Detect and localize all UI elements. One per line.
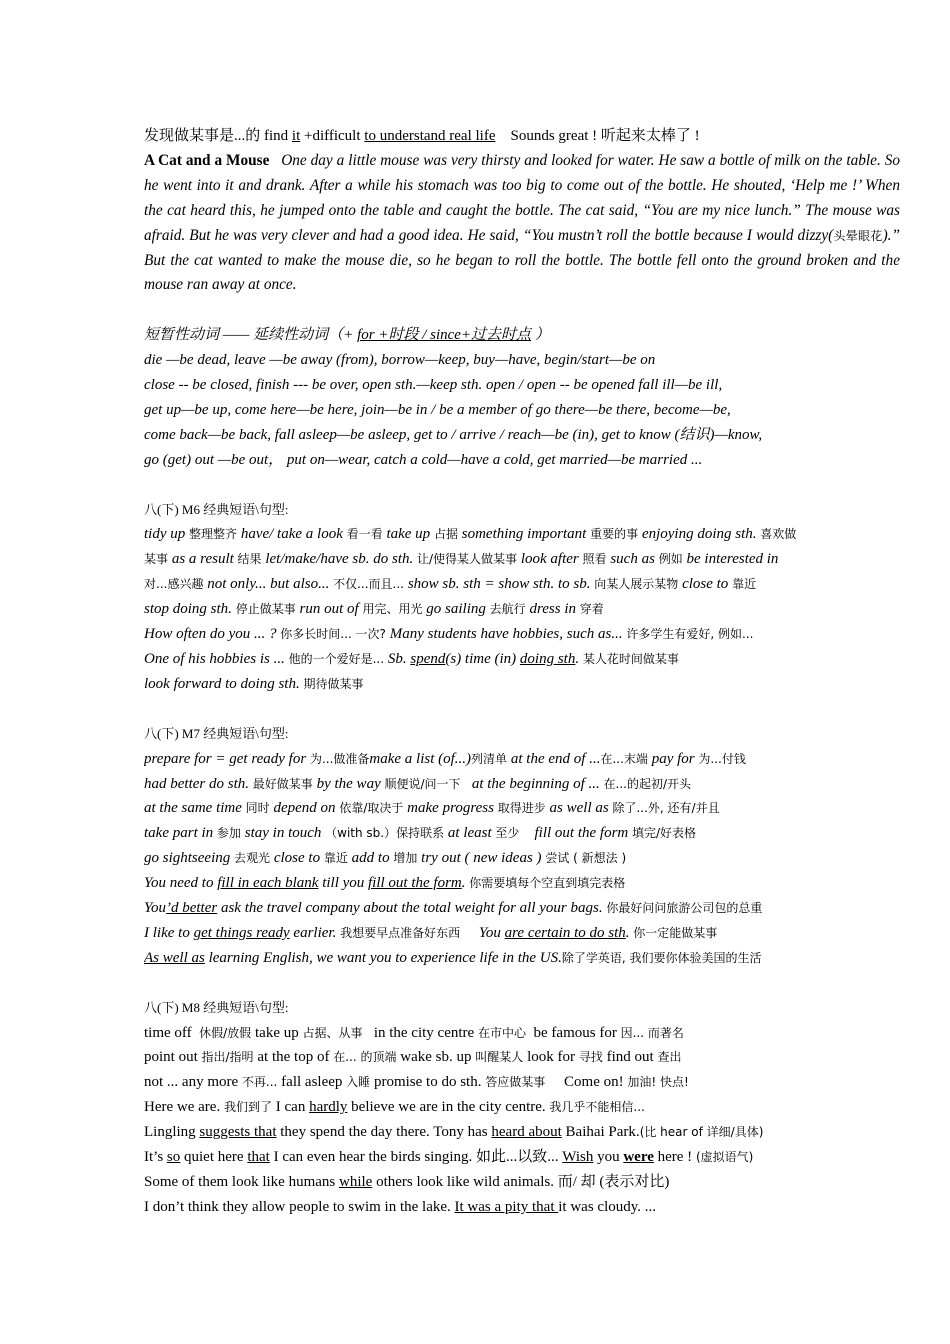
document-page (144, 124, 900, 1220)
translation: 照看 (582, 552, 611, 567)
phrase: You need to (144, 875, 218, 892)
phrase: Lingling (144, 1124, 200, 1141)
verbs-heading (144, 323, 900, 348)
phrase: ask the travel company about the total weight for all your bags. (217, 900, 607, 917)
translation: 查出 (657, 1050, 682, 1065)
m6-line-1 (144, 522, 900, 547)
story-text-end: ).” But the cat wanted to make the mouse die, so he began to roll the bottle. The bottle fell onto the ground broken and the mouse ran away at once. (144, 226, 900, 294)
translation: （with sb.）保持联系 (325, 826, 448, 841)
phrase: at the top of (257, 1049, 334, 1066)
phrase: make progress (407, 800, 498, 817)
phrase: I can even hear the birds singing. 如此...以致... (269, 1149, 563, 1166)
translation: 许多学生有爱好, 例如... (626, 627, 754, 642)
translation: 某事 (144, 552, 172, 567)
translation: 增加 (393, 851, 422, 866)
phrase: fill out the form (534, 825, 632, 842)
translation: 叫醒某人 (475, 1050, 528, 1065)
translation: 为...付钱 (698, 751, 746, 766)
phrase: take part in (144, 825, 217, 842)
translation: 寻找 (578, 1050, 607, 1065)
spacer (144, 971, 900, 996)
m7-line-9 (144, 946, 900, 971)
translation: 不再... (241, 1075, 282, 1090)
translation: 列清单 (471, 751, 511, 766)
phrase: stop doing sth. (144, 601, 236, 618)
m6-line-4 (144, 597, 900, 622)
translation: 除了学英语, 我们要你体验美国的生活 (561, 950, 762, 965)
m8-line-3 (144, 1070, 900, 1095)
translation: 休假/放假 (199, 1025, 255, 1040)
translation: 靠近 (323, 851, 352, 866)
phrase: fall asleep (281, 1074, 347, 1091)
phrase: You (144, 900, 166, 917)
phrase-underlined: fill out the form (368, 875, 462, 892)
phrase-bold-underlined: were (623, 1149, 654, 1166)
m8-line-1 (144, 1021, 900, 1046)
phrase: . (575, 651, 583, 667)
phrase-underlined: hardly (309, 1099, 348, 1116)
translation: 尝试 ( 新想法 ) (545, 851, 627, 866)
intro-text: +difficult (300, 128, 365, 144)
phrase: look for (527, 1049, 579, 1066)
phrase: till you (318, 875, 369, 892)
phrase-underlined: spend (410, 651, 446, 667)
translation: 填完/好表格 (632, 826, 697, 841)
phrase: Many students have hobbies, such as... (389, 626, 627, 643)
translation: 他的一个爱好是... (288, 652, 388, 666)
translation: 至少 (495, 826, 524, 841)
phrase: it was cloudy. ... (558, 1198, 657, 1215)
translation: 除了...外, 还有/并且 (612, 801, 720, 816)
verbs-heading-underlined: for +时段 / since+过去时点 (357, 327, 532, 344)
translation: (比 hear of 详细/具体) (639, 1125, 764, 1140)
translation: 为...做准备 (309, 751, 370, 766)
m7-line-2 (144, 772, 900, 797)
phrase: you (593, 1149, 624, 1166)
phrase: by the way (316, 775, 385, 792)
m8-line-8 (144, 1195, 900, 1220)
m6-line-7 (144, 672, 900, 697)
translation: 例如 (658, 552, 687, 567)
phrase: have/ take a look (240, 526, 347, 543)
translation: 同时 (245, 801, 274, 816)
m6-line-2 (144, 547, 900, 572)
phrase: be famous for (533, 1024, 621, 1041)
verbs-line-4: come back—be back, fall asleep—be asleep, get to / arrive / reach—be (in), get to know (结识)—know, (144, 426, 763, 443)
phrase: at the beginning of ... (471, 775, 604, 792)
phrase: dress in (529, 601, 580, 618)
phrase-underlined: ’d better (165, 900, 218, 917)
phrase: Here we are. (144, 1099, 224, 1116)
phrase: take up (255, 1024, 303, 1041)
phrase: depend on (273, 800, 340, 817)
phrase: You (478, 924, 505, 941)
phrase: enjoying doing sth. (641, 526, 761, 543)
phrase-underlined: It was a pity that (454, 1198, 559, 1215)
phrase: I don’t think they allow people to swim in the lake. (144, 1198, 455, 1215)
phrase-underlined: heard about (491, 1124, 562, 1141)
translation: 指出/指明 (201, 1050, 258, 1065)
phrase-underlined: that (247, 1149, 270, 1166)
phrase-underlined: doing sth (519, 651, 576, 667)
translation: 答应做某事 (485, 1075, 550, 1090)
phrase: here ! (653, 1149, 696, 1166)
story-text: One day a little mouse was very thirsty and looked for water. He saw a bottle of milk on the table. So he went into it and drank. After a while his stomach was too big to come out of the bottle. He shouted, ‘Help me !’ When the cat heard this, he jumped onto the table and caught the bottle. The cat said, “You are my nice lunch.” The mouse was afraid. But he was very clever and had a good idea. He said, “You mustn’t roll the bottle because I would dizzy( (144, 151, 901, 244)
phrase: had better do sth. (144, 775, 253, 792)
translation: 依靠/取决于 (339, 801, 408, 816)
phrase: How often do you ... ? (144, 626, 281, 643)
translation: 穿着 (579, 602, 604, 617)
story-paragraph (144, 149, 900, 298)
phrase: It’s (144, 1149, 167, 1166)
translation: 取得进步 (497, 801, 550, 816)
m8-line-4 (144, 1095, 900, 1120)
phrase-underlined: As well as (144, 949, 205, 966)
translation: 入睡 (346, 1075, 374, 1090)
phrase: Some of them look like humans (144, 1174, 339, 1190)
translation: 因... 而著名 (620, 1025, 684, 1040)
translation: 你多长时间... 一次? (280, 627, 390, 642)
phrase: such as (610, 551, 659, 568)
phrase: add to (351, 850, 394, 867)
phrase: try out ( new ideas ) (421, 850, 546, 867)
phrase-underlined: Wish (562, 1149, 594, 1166)
phrase: prepare for = get ready for (144, 750, 310, 767)
translation: 对...感兴趣 (144, 577, 208, 592)
translation: 我想要早点准备好东西 (340, 925, 464, 940)
translation: 让/使得某人做某事 (417, 552, 521, 567)
phrase: in the city centre (373, 1024, 478, 1041)
translation: 参加 (216, 826, 245, 841)
translation: 靠近 (732, 577, 757, 592)
spacer (144, 697, 900, 722)
translation: 我们到了 (223, 1100, 276, 1115)
translation: 在...末端 (600, 751, 652, 766)
translation: 加油! 快点! (627, 1075, 689, 1090)
translation: 整理整齐 (189, 527, 241, 542)
intro-underlined-it: it (291, 128, 301, 144)
m7-line-5 (144, 846, 900, 871)
translation: 用完、用光 (362, 602, 427, 617)
translation: 在...的起初/开头 (603, 776, 691, 791)
translation: 某人花时间做某事 (582, 652, 679, 666)
phrase: I can (275, 1099, 310, 1116)
m6-line-3 (144, 572, 900, 597)
verbs-line-2: close -- be closed, finish --- be over, open sth.—keep sth. open / open -- be opened fall ill—be ill, (144, 377, 723, 394)
translation: 占据 (433, 527, 462, 542)
phrase: at least (447, 825, 496, 842)
m6-line-6 (144, 647, 900, 672)
m7-line-7 (144, 896, 900, 921)
translation: 去航行 (489, 602, 530, 617)
phrase: close to (273, 850, 324, 867)
translation: (虚拟语气) (695, 1150, 754, 1165)
phrase: look after (520, 551, 583, 568)
phrase: something important (461, 526, 591, 543)
phrase: as well as (549, 800, 613, 817)
verbs-line-5: go (get) out —be out， put on—wear, catch a cold—have a cold, get married—be married ... (144, 451, 703, 468)
phrase: . (625, 924, 634, 941)
translation: 我几乎不能相信... (549, 1100, 645, 1115)
story-text-chinese: 头晕眼花 (833, 228, 883, 243)
m8-line-5 (144, 1120, 900, 1145)
phrase-underlined: get things ready (193, 924, 290, 941)
phrase: at the end of ... (510, 750, 601, 767)
m8-heading: 八(下) M8 经典短语\句型: (144, 999, 289, 1015)
phrase-underlined: while (338, 1174, 373, 1190)
m8-line-7 (144, 1170, 900, 1195)
phrase-underlined: so (166, 1149, 181, 1166)
m7-line-6 (144, 871, 900, 896)
translation: 不仅...而且... (333, 577, 408, 592)
spacer (144, 298, 900, 323)
phrase: . (461, 875, 470, 892)
verbs-line-1: die —be dead, leave —be away (from), borrow—keep, buy—have, begin/start—be on (144, 352, 656, 369)
phrase: believe we are in the city centre. (347, 1099, 550, 1116)
phrase: pay for (651, 750, 699, 767)
phrase-underlined: suggests that (199, 1124, 277, 1141)
phrase: tidy up (144, 526, 189, 543)
m8-line-6 (144, 1145, 900, 1170)
phrase: promise to do sth. (373, 1074, 486, 1091)
phrase: not ... any more (144, 1074, 242, 1091)
phrase: Baihai Park. (561, 1124, 640, 1141)
intro-line (144, 124, 900, 149)
m6-heading: 八(下) M6 经典短语\句型: (144, 501, 289, 517)
phrase: earlier. (289, 924, 341, 941)
translation: 在... 的顶端 (333, 1050, 401, 1065)
phrase: not only... but also... (207, 576, 334, 593)
phrase: let/make/have sb. do sth. (265, 551, 417, 568)
phrase: show sb. sth = show sth. to sb. (407, 576, 595, 593)
intro-text: 发现做某事是...的 find (144, 128, 292, 144)
m7-line-3 (144, 796, 900, 821)
phrase: make a list (of...) (369, 750, 472, 767)
phrase: I like to (144, 924, 194, 941)
phrase: they spend the day there. Tony has (276, 1124, 492, 1141)
m7-line-4 (144, 821, 900, 846)
phrase: go sightseeing (144, 850, 234, 867)
translation: 喜欢做 (760, 527, 797, 542)
verbs-heading-text: 短暂性动词 —— 延续性动词（+ (144, 327, 358, 344)
phrase: point out (144, 1049, 202, 1066)
phrase: find out (606, 1049, 658, 1066)
phrase: (s) time (in) (445, 651, 520, 667)
phrase: Come on! (564, 1074, 628, 1091)
translation: 在市中心 (477, 1025, 530, 1040)
translation: 去观光 (234, 851, 274, 866)
m8-line-2 (144, 1045, 900, 1070)
phrase: look forward to doing sth. (144, 675, 304, 692)
phrase: learning English, we want you to experience life in the US. (204, 949, 562, 966)
translation: 最好做某事 (252, 776, 317, 791)
translation: 你需要填每个空直到填完表格 (469, 876, 626, 891)
m6-line-5 (144, 622, 900, 647)
translation: 向某人展示某物 (594, 577, 683, 592)
translation: 你一定能做某事 (633, 925, 718, 940)
phrase: One of his hobbies is ... (144, 651, 289, 667)
phrase: go sailing (426, 601, 490, 618)
m7-line-8 (144, 921, 900, 946)
translation: 结果 (237, 552, 266, 567)
phrase-underlined: fill in each blank (217, 875, 319, 892)
story-title: A Cat and a Mouse (144, 151, 270, 169)
phrase-underlined: are certain to do sth (504, 924, 626, 941)
phrase: be interested in (686, 551, 779, 568)
phrase: stay in touch (244, 825, 326, 842)
m7-heading: 八(下) M7 经典短语\句型: (144, 725, 289, 741)
phrase: at the same time (144, 800, 246, 817)
phrase: take up (386, 526, 434, 543)
verbs-line-3: get up—be up, come here—be here, join—be in / be a member of go there—be there, become—be, (144, 401, 731, 418)
intro-sounds-great: Sounds great ! 听起来太棒了 ! (510, 128, 700, 144)
phrase: quiet here (180, 1149, 248, 1166)
spacer (144, 473, 900, 498)
translation: 你最好问问旅游公司包的总重 (606, 901, 763, 916)
translation: 看一看 (346, 527, 387, 542)
phrase: run out of (299, 601, 363, 618)
phrase: time off (144, 1024, 196, 1041)
translation: 期待做某事 (303, 676, 364, 691)
phrase: others look like wild animals. 而/ 却 (表示对比) (372, 1174, 670, 1190)
translation: 顺便说/问一下 (384, 776, 465, 791)
translation: 停止做某事 (235, 602, 300, 617)
verbs-heading-end: ） (531, 327, 550, 344)
m7-line-1 (144, 747, 900, 772)
translation: 重要的事 (590, 527, 642, 542)
phrase: Sb. (387, 651, 411, 667)
phrase: wake sb. up (400, 1049, 476, 1066)
intro-underlined-phrase: to understand real life (364, 128, 496, 144)
phrase: as a result (171, 551, 238, 568)
translation: 占据、从事 (302, 1025, 367, 1040)
phrase: close to (682, 576, 733, 593)
